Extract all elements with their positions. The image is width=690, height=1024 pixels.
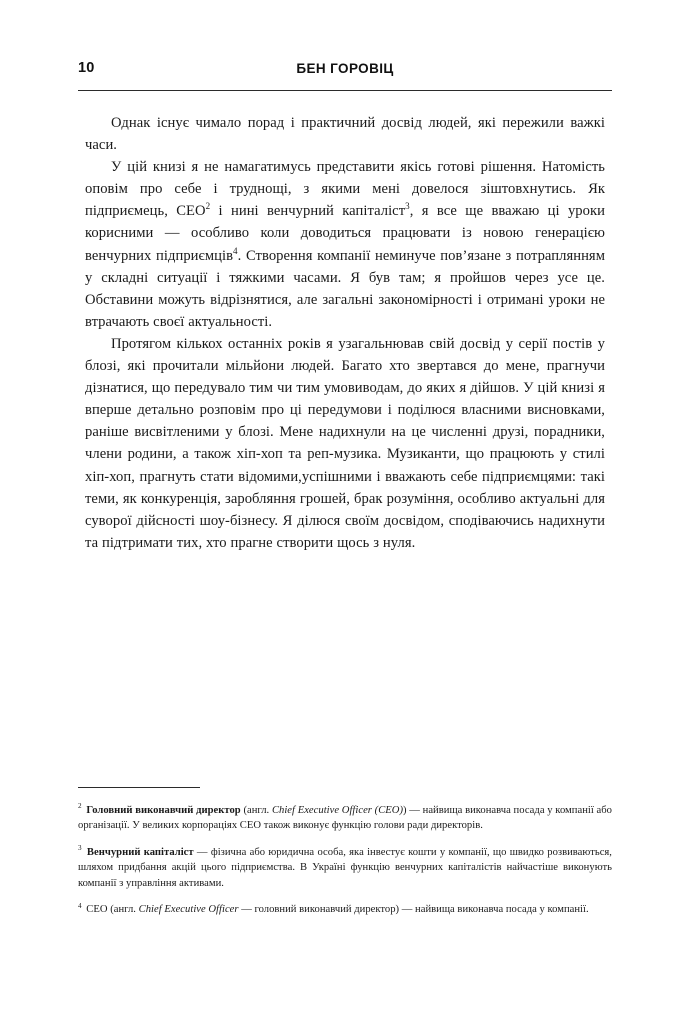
paragraph: У цій книзі я не намагатимусь представити якісь готові рішення. Натомість оповім про себе і труднощі, з якими мені довелося зіштовхнутись. Як підприємець, CEO$^2$ і нині венчурний капіталіст$^3$, я все ще вважаю ці уроки корисними — особливо коли доводиться працювати із новою генерацією венчурних підприємців$^4$. Створення компанії неминуче пов’язане з потраплянням у складні ситуації і тяжкими часами. Я був там; я пройшов через усе це. Обставини можуть відрізнятися, але загальні закономірності і отримані уроки не втрачають своєї актуальності. bbox=[85, 159, 606, 330]
footnote-marker: 4 bbox=[78, 901, 82, 910]
footnote-reference: 2 bbox=[205, 201, 211, 212]
footnote-item: $^3$ Венчурний капіталіст — фізична або юридична особа, яка інвестує кошти у компанії, що швидко розвиваються, шляхом придбання акцій цього підприємства. В Україні функцію венчурних капіталістів найчастіше виконують компанії з управління активами. bbox=[78, 844, 612, 889]
footnote-reference: 3 bbox=[405, 201, 410, 212]
paragraph: Однак існує чимало порад і практичний досвід людей, які пережили важкі часи. bbox=[85, 115, 605, 154]
body-text bbox=[85, 112, 605, 554]
footnote-term: Венчурний капіталіст bbox=[86, 846, 194, 858]
footnote-reference: 4 bbox=[233, 245, 238, 256]
running-title: БЕН ГОРОВІЦ bbox=[296, 61, 394, 76]
footnote-divider bbox=[78, 787, 200, 788]
foreign-term: Chief Executive Officer (CEO) bbox=[271, 805, 404, 816]
footnote-marker: 3 bbox=[78, 844, 82, 853]
header-divider bbox=[78, 90, 612, 91]
foreign-term: Chief Executive Officer bbox=[138, 904, 239, 916]
running-header bbox=[78, 58, 612, 84]
footnote-term: Головний виконавчий директор bbox=[86, 805, 241, 816]
footnote-list bbox=[78, 803, 612, 917]
page-number: 10 bbox=[78, 60, 95, 76]
paragraph: Протягом кількох останніх років я узагальнював свій досвід у серії постів у блозі, які прочитали мільйони людей. Багато хто звертався до мене, прагнучи дізнатися, що передувало тим чи тим умовиводам, до яких я дійшов. У цій книзі я вперше детально розповім про ці передумови і поділюся власними висновками, раніше висвітленими у блозі. Мене надихнули на це численні друзі, порадники, члени родини, а також хіп-хоп та реп-музика. Музиканти, що працюють у стилі хіп-хоп, прагнуть стати відомими,успішними і вважають себе підприємцями: такі теми, як конкуренція, заробляння грошей, брак розуміння, особливо актуальні для суворої дійсності шоу-бізнесу. Я ділюся своїм досвідом, сподіваючись надихнути та підтримати тих, хто прагне створити щось з нуля. bbox=[85, 335, 605, 551]
footnote-marker: 2 bbox=[78, 802, 82, 811]
footnote-item: $^4$ CEO (англ. Chief Executive Officer — головний виконавчий директор) — найвища виконавча посада у компанії. bbox=[78, 901, 589, 916]
footnote-item: $^2$ Головний виконавчий директор (англ. Chief Executive Officer (CEO)) — найвища виконавча посада у компанії або організації. У великих корпораціях CEO також виконує функцію голови ради директорів. bbox=[78, 802, 612, 832]
